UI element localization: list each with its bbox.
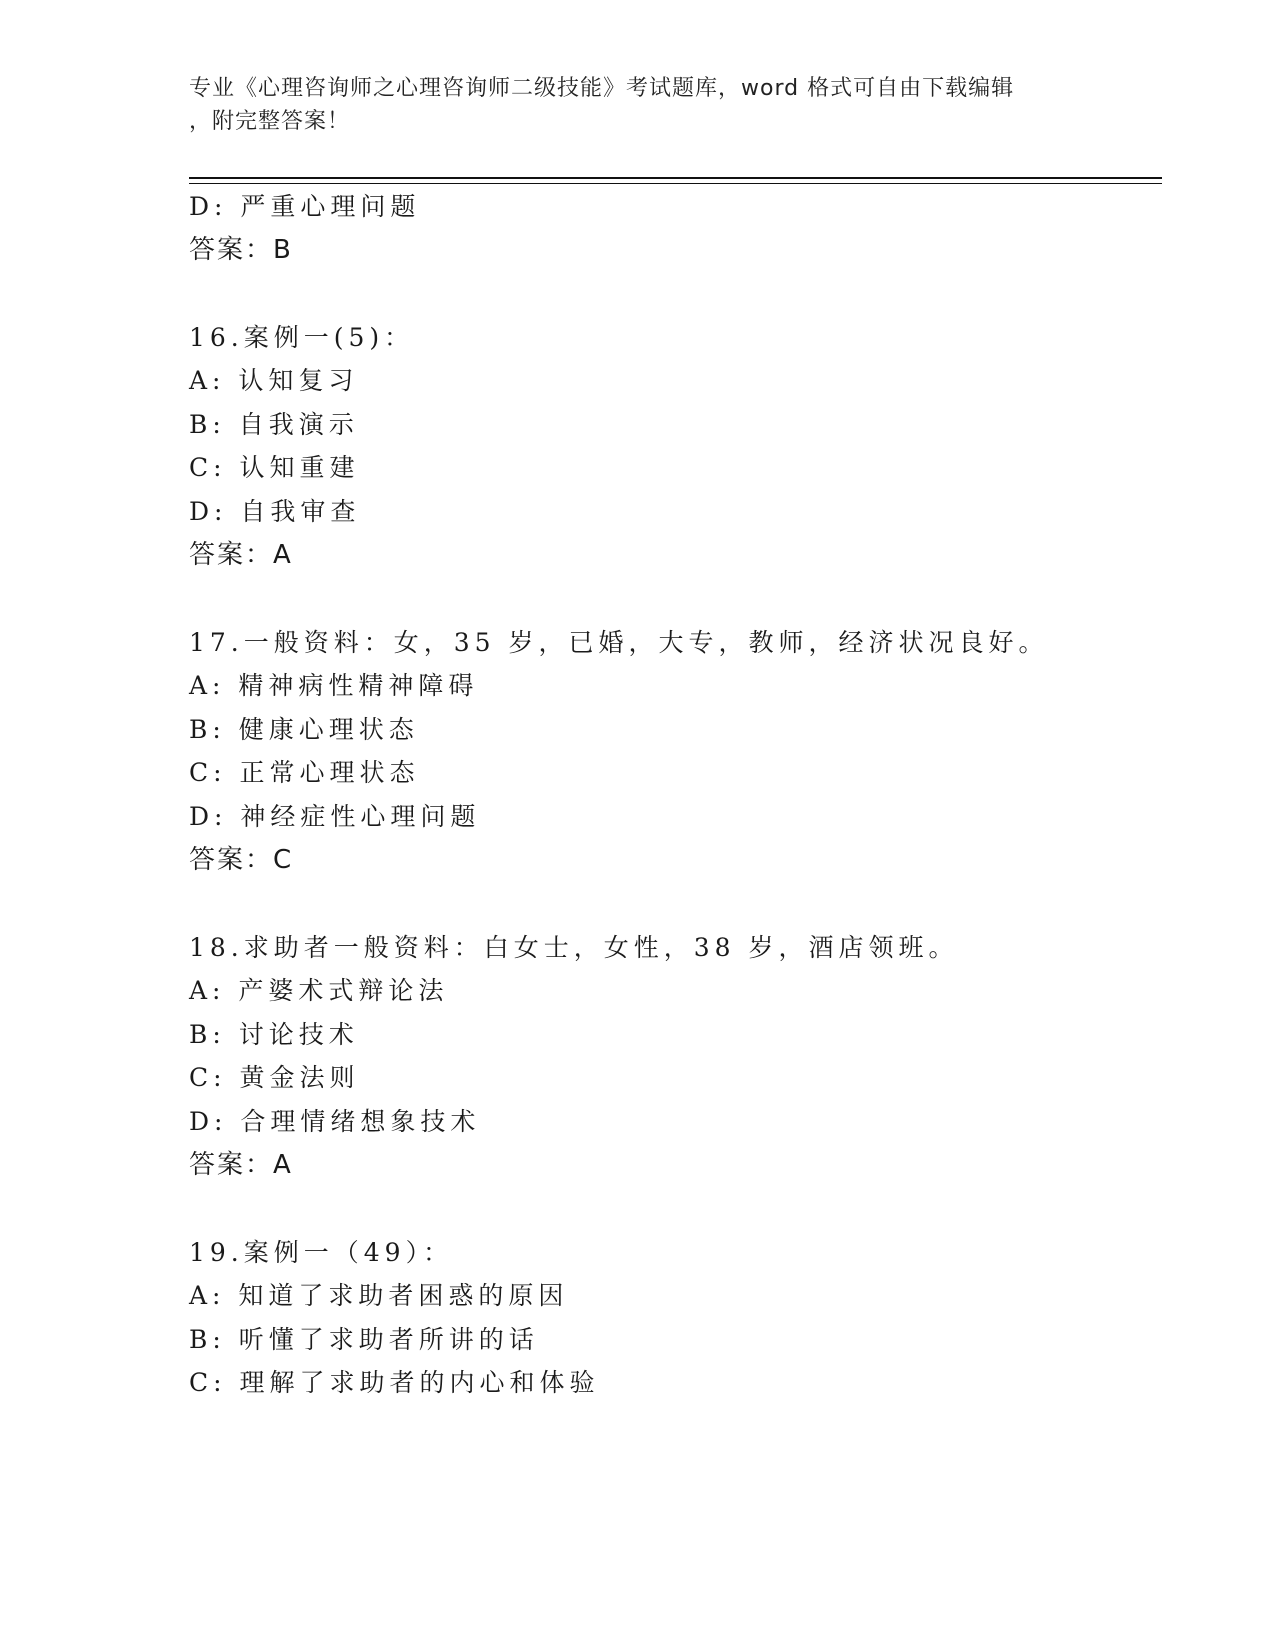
question-17: 17.一般资料：女，35 岁，已婚，大专，教师，经济状况良好。: [189, 628, 1049, 657]
option-d: D: 神经症性心理问题: [189, 802, 481, 831]
option-d: D: 严重心理问题: [189, 192, 421, 221]
option-b: B: 自我演示: [189, 410, 359, 439]
option-d: D: 合理情绪想象技术: [189, 1107, 481, 1136]
page-header: [189, 72, 1089, 138]
option-a: A: 认知复习: [189, 366, 359, 395]
answer-line: 答案：C: [189, 845, 294, 875]
option-b: B: 讨论技术: [189, 1020, 359, 1049]
option-a: A: 精神病性精神障碍: [189, 671, 479, 700]
question-18: 18.求助者一般资料：白女士，女性，38 岁，酒店领班。: [189, 933, 959, 962]
header-divider-thick: [189, 177, 1162, 179]
option-c: C: 理解了求助者的内心和体验: [189, 1368, 600, 1397]
answer-line: 答案：A: [189, 540, 293, 570]
answer-line: 答案：B: [189, 235, 293, 265]
option-c: C: 认知重建: [189, 453, 360, 482]
header-line-1: 专业《心理咨询师之心理咨询师二级技能》考试题库，word 格式可自由下载编辑: [189, 76, 1015, 101]
header-divider-thin: [189, 183, 1162, 184]
option-b: B: 听懂了求助者所讲的话: [189, 1325, 539, 1354]
question-19: 19.案例一（49）：: [189, 1238, 454, 1267]
answer-line: 答案：A: [189, 1150, 293, 1180]
question-16: 16.案例一(5)：: [189, 323, 415, 352]
header-line-2: ，附完整答案！: [189, 109, 351, 134]
option-d: D: 自我审查: [189, 497, 361, 526]
option-a: A: 知道了求助者困惑的原因: [189, 1281, 569, 1310]
option-c: C: 正常心理状态: [189, 758, 420, 787]
option-a: A: 产婆术式辩论法: [189, 976, 449, 1005]
option-c: C: 黄金法则: [189, 1063, 360, 1092]
option-b: B: 健康心理状态: [189, 715, 419, 744]
